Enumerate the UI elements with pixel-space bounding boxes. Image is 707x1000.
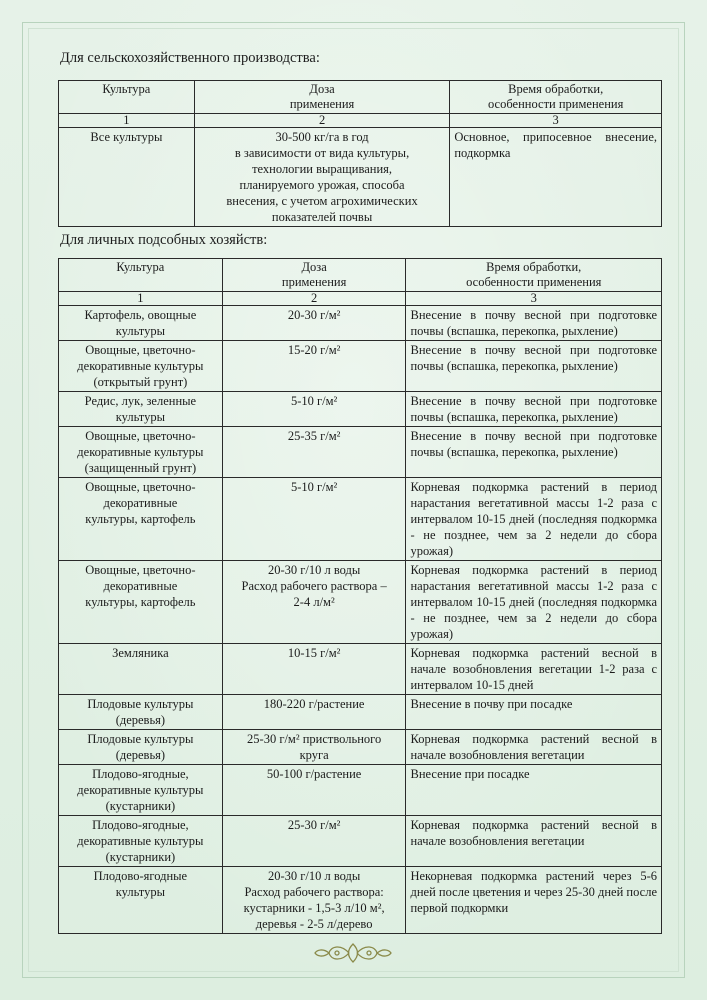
time-cell: Корневая подкормка растений в период нарастания вегетативной массы 1-2 раза с интервалом 10-15 дней (последняя подкормка - не позднее, чем за 2 недели до сбора урожая) <box>406 561 662 644</box>
time-cell: Корневая подкормка растений весной в начале возобновления вегетации <box>406 816 662 867</box>
time-cell: Внесение в почву весной при подготовке почвы (вспашка, перекопка, рыхление) <box>406 427 662 478</box>
section-title-agricultural: Для сельскохозяйственного производства: <box>60 50 320 66</box>
header-crop: Культура <box>59 259 223 292</box>
column-number: 1 <box>59 114 195 128</box>
crop-cell: Овощные, цветочно- декоративные культуры (защищенный грунт) <box>59 427 223 478</box>
table-row <box>59 867 662 934</box>
column-number: 3 <box>450 114 662 128</box>
crop-cell: Плодовые культуры (деревья) <box>59 695 223 730</box>
dose-cell: 25-30 г/м² <box>222 816 406 867</box>
time-cell: Внесение в почву весной при подготовке почвы (вспашка, перекопка, рыхление) <box>406 341 662 392</box>
table-row <box>59 306 662 341</box>
time-cell: Некорневая подкормка растений через 5-6 дней после цветения и через 25-30 дней после первой подкормки <box>406 867 662 934</box>
column-number: 2 <box>222 292 406 306</box>
crop-cell: Плодово-ягодные, декоративные культуры (кустарники) <box>59 816 223 867</box>
time-cell: Внесение в почву весной при подготовке почвы (вспашка, перекопка, рыхление) <box>406 392 662 427</box>
column-number-row <box>59 114 662 128</box>
table-row <box>59 427 662 478</box>
table-row <box>59 392 662 427</box>
time-cell: Корневая подкормка растений весной в начале возобновления вегетации <box>406 730 662 765</box>
crop-cell: Плодово-ягодные, декоративные культуры (кустарники) <box>59 765 223 816</box>
column-number: 2 <box>194 114 450 128</box>
table-row <box>59 561 662 644</box>
column-number: 3 <box>406 292 662 306</box>
time-cell: Внесение при посадке <box>406 765 662 816</box>
time-cell: Корневая подкормка растений в период нарастания вегетативной массы 1-2 раза с интервалом 10-15 дней (последняя подкормка - не позднее, чем за 2 недели до сбора урожая) <box>406 478 662 561</box>
table-row <box>59 695 662 730</box>
crop-cell: Плодовые культуры (деревья) <box>59 730 223 765</box>
agricultural-table <box>58 80 662 227</box>
table-header-row <box>59 259 662 292</box>
table-header-row <box>59 81 662 114</box>
time-cell: Основное, припосевное внесение, подкормка <box>450 128 662 227</box>
header-time: Время обработки, особенности применения <box>450 81 662 114</box>
time-cell: Корневая подкормка растений весной в начале возобновления вегетации 1-2 раза с интервалом 10-15 дней <box>406 644 662 695</box>
dose-cell: 50-100 г/растение <box>222 765 406 816</box>
dose-cell: 20-30 г/м² <box>222 306 406 341</box>
table-row <box>59 128 662 227</box>
dose-cell: 180-220 г/растение <box>222 695 406 730</box>
crop-cell: Картофель, овощные культуры <box>59 306 223 341</box>
header-dose: Доза применения <box>194 81 450 114</box>
table-row <box>59 341 662 392</box>
dose-cell: 5-10 г/м² <box>222 478 406 561</box>
header-crop: Культура <box>59 81 195 114</box>
crop-cell: Овощные, цветочно- декоративные культуры, картофель <box>59 478 223 561</box>
table-row <box>59 816 662 867</box>
table-row <box>59 765 662 816</box>
dose-cell: 10-15 г/м² <box>222 644 406 695</box>
dose-cell: 5-10 г/м² <box>222 392 406 427</box>
table-row <box>59 730 662 765</box>
crop-cell: Редис, лук, зеленные культуры <box>59 392 223 427</box>
dose-cell: 25-30 г/м² приствольного круга <box>222 730 406 765</box>
dose-cell: 25-35 г/м² <box>222 427 406 478</box>
time-cell: Внесение в почву при посадке <box>406 695 662 730</box>
dose-cell: 20-30 г/10 л воды Расход рабочего раствора: кустарники - 1,5-3 л/10 м², деревья - 2-5 л/дерево <box>222 867 406 934</box>
header-time: Время обработки, особенности применения <box>406 259 662 292</box>
household-table <box>58 258 662 934</box>
section-title-household: Для личных подсобных хозяйств: <box>60 232 268 248</box>
dose-cell: 20-30 г/10 л воды Расход рабочего раствора – 2-4 л/м² <box>222 561 406 644</box>
column-number-row <box>59 292 662 306</box>
column-number: 1 <box>59 292 223 306</box>
header-dose: Доза применения <box>222 259 406 292</box>
dose-cell: 30-500 кг/га в год в зависимости от вида культуры, технологии выращивания, планируемого урожая, способа внесения, с учетом агрохимических показателей почвы <box>194 128 450 227</box>
crop-cell: Земляника <box>59 644 223 695</box>
dose-cell: 15-20 г/м² <box>222 341 406 392</box>
ornament-icon <box>313 940 393 966</box>
time-cell: Внесение в почву весной при подготовке почвы (вспашка, перекопка, рыхление) <box>406 306 662 341</box>
table-row <box>59 478 662 561</box>
crop-cell: Плодово-ягодные культуры <box>59 867 223 934</box>
crop-cell: Овощные, цветочно- декоративные культуры (открытый грунт) <box>59 341 223 392</box>
crop-cell: Овощные, цветочно- декоративные культуры, картофель <box>59 561 223 644</box>
table-row <box>59 644 662 695</box>
crop-cell: Все культуры <box>59 128 195 227</box>
